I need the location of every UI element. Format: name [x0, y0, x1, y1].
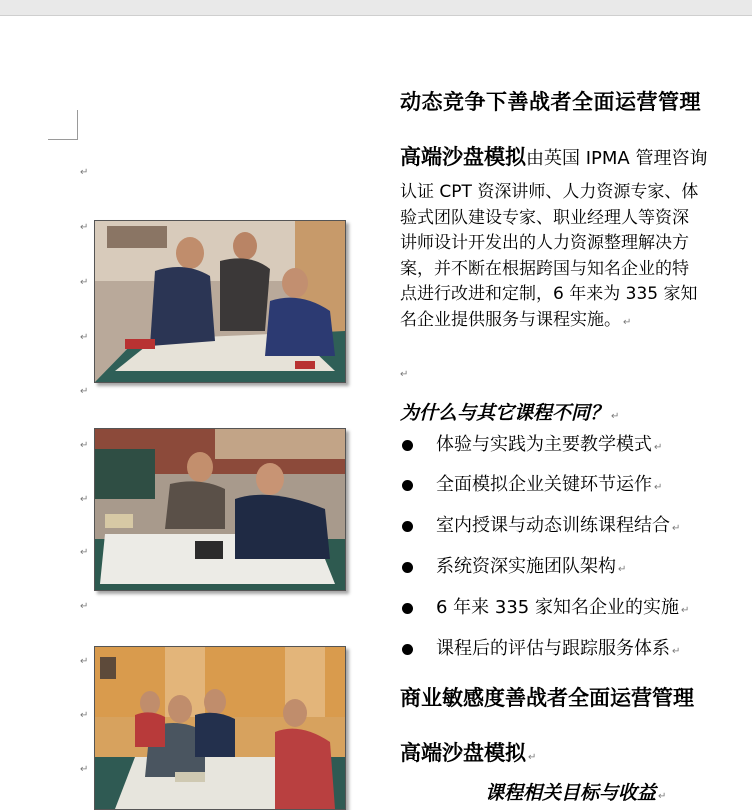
list-item-label: 系统资深实施团队架构 [436, 556, 616, 577]
list-item-text [436, 636, 680, 665]
list-item-label: 课程后的评估与跟踪服务体系 [436, 638, 670, 659]
paragraph-mark: ↵ [80, 601, 89, 612]
paragraph-mark: ↵ [680, 605, 690, 616]
paragraph-line: 认证 CPT 资深讲师、人力资源专家、体 [400, 182, 699, 202]
paragraph-mark: ↵ [80, 440, 89, 451]
bullet-dot-icon [402, 521, 413, 532]
paragraph-mark: ↵ [80, 656, 89, 667]
list-item-text [436, 595, 689, 624]
list-item-label: 室内授课与动态训练课程结合 [436, 515, 670, 536]
list-item-label: 全面模拟企业关键环节运作 [436, 474, 652, 495]
intro-lead-rest: 由英国 IPMA 管理咨询 [526, 148, 708, 169]
paragraph-mark: ↵ [80, 764, 89, 775]
paragraph-mark: ↵ [80, 222, 89, 233]
paragraph-line: 验式团队建设专家、职业经理人等资深 [400, 207, 689, 228]
list-item-label: 6 年来 335 家知名企业的实施 [436, 597, 679, 618]
paragraph-mark: ↵ [80, 710, 89, 721]
paragraph-mark: ↵ [400, 369, 409, 380]
paragraph-mark: ↵ [672, 646, 681, 657]
margin-corner-mark-horizontal [48, 139, 78, 140]
paragraph-line [400, 257, 752, 283]
paragraph-mark: ↵ [80, 547, 89, 558]
training-photo-1-image [95, 221, 345, 382]
bullet-dot-icon [402, 562, 413, 573]
paragraph-mark: ↵ [80, 386, 89, 397]
bullet-dot-icon [402, 644, 413, 655]
bullet-dot-icon [402, 440, 413, 451]
top-ruler-bar [0, 0, 752, 16]
paragraph-line: 讲师设计开发出的人力资源整理解决方 [400, 233, 689, 253]
paragraph-mark: ↵ [672, 523, 681, 534]
bullet-dot-icon [402, 603, 413, 614]
paragraph-mark: ↵ [80, 167, 89, 178]
course-title-2 [400, 682, 694, 712]
list-item-text [436, 472, 662, 501]
intro-lead-bold: 高端沙盘模拟 [400, 145, 526, 169]
course-title-3-text: 高端沙盘模拟 [400, 741, 526, 765]
training-photo-3-image [95, 647, 345, 809]
paragraph-line: 点进行改进和定制，6 年来为 335 家知 [400, 284, 698, 304]
training-photo-2[interactable] [94, 428, 346, 591]
training-photo-2-image [95, 429, 345, 590]
training-photo-1[interactable] [94, 220, 346, 383]
list-item-text [436, 513, 680, 542]
paragraph-line-last [400, 308, 752, 334]
paragraph-mark: ↵ [80, 332, 89, 343]
list-item-text [436, 432, 662, 461]
list-item-label: 体验与实践为主要教学模式 [436, 434, 652, 455]
paragraph-mark: ↵ [80, 277, 89, 288]
paragraph-mark: ↵ [623, 316, 632, 328]
paragraph-mark: ↵ [611, 411, 620, 422]
paragraph-mark: ↵ [654, 482, 663, 493]
course-title-3 [400, 737, 536, 767]
intro-paragraph [400, 180, 752, 333]
why-different-heading-text: 为什么与其它课程不同？ [400, 402, 610, 424]
paragraph-line-text: 名企业提供服务与课程实施。 [400, 309, 621, 330]
paragraph-mark: ↵ [528, 752, 537, 763]
paragraph-mark: ↵ [658, 791, 667, 802]
paragraph-mark: ↵ [654, 442, 663, 453]
course-title-2-text: 商业敏感度善战者全面运营管理 [400, 686, 694, 710]
course-goals-heading-text: 课程相关目标与收益 [485, 782, 657, 804]
training-photo-3[interactable] [94, 646, 346, 810]
bullet-dot-icon [402, 480, 413, 491]
course-title-1 [400, 86, 701, 116]
intro-lead-line [400, 141, 707, 171]
list-item-text [436, 554, 626, 583]
why-different-heading [400, 398, 619, 425]
course-goals-heading [485, 778, 666, 805]
paragraph-line-text: 案，并不断在根据跨国与知名企业的特 [400, 258, 689, 279]
paragraph-mark: ↵ [80, 494, 89, 505]
paragraph-mark: ↵ [618, 564, 627, 575]
margin-corner-mark [77, 110, 78, 140]
course-title-1-text: 动态竞争下善战者全面运营管理 [400, 90, 701, 114]
